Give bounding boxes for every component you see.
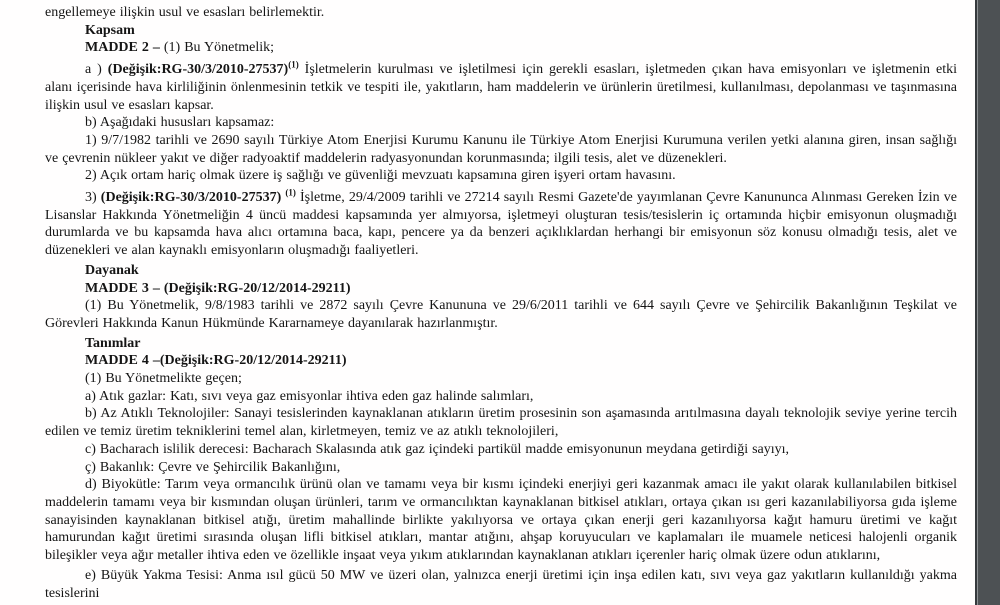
paragraph xyxy=(45,441,957,459)
section-heading xyxy=(45,335,957,353)
paragraph xyxy=(45,370,957,388)
paragraph xyxy=(45,189,957,260)
text-segment: İşletmelerin kurulması ve işletilmesi için gerekli esasları, işletmeden çıkan hava emisyonları ve işletmenin etki alanı içerisinde hava kirliliğinin önlenmesinin tetkik ve tespiti ile, yakıtların, ham maddelerin ve ürünlerin üretilmesi, kullanılması, depolanması ve taşınmasına ilişkin usul ve esasları kapsar. xyxy=(45,62,957,113)
text-segment: (Değişik:RG-30/3/2010-27537) xyxy=(100,190,286,206)
text-segment: engellemeye ilişkin usul ve esasları belirlemektir. xyxy=(45,5,325,20)
text-segment: Kapsam xyxy=(85,22,135,38)
viewer-scrollbar-track[interactable] xyxy=(975,0,1000,605)
text-segment: Dayanak xyxy=(85,262,139,278)
paragraph xyxy=(45,352,957,370)
text-segment: (1) Bu Yönetmelikte geçen; xyxy=(85,371,242,387)
text-segment: b) Az Atıklı Teknolojiler: Sanayi tesislerinden kaynaklanan atıkların üretim prosesinin son aşamasında arıtılmasına dayalı teknolojik seviye yerine tercih edilen ve temiz üretim tekniklerini temel alan, kirletmeyen, temiz ve az atıklı teknolojileri, xyxy=(45,406,957,440)
text-segment: MADDE 3 – (Değişik:RG-20/12/2014-29211) xyxy=(85,280,351,296)
paragraph xyxy=(45,132,957,167)
text-segment: MADDE 2 – xyxy=(85,40,164,56)
paragraph xyxy=(45,114,957,132)
text-segment: ç) Bakanlık: Çevre ve Şehircilik Bakanlığını, xyxy=(85,459,341,475)
footnote-reference: (1) xyxy=(288,59,299,70)
text-segment: İşletme, 29/4/2009 tarihli ve 27214 sayılı Resmi Gazete'de yayımlanan Çevre Kanununca Alınması Gereken İzin ve Lisanslar Hakkında Yönetmeliğin 4 üncü maddesi kapsamında yer almıyorsa, işletmeyi oluşturan tesis/tesislerin iç ortamında hiçbir emisyonun oluşmadığı durumlarda ve bu kapsamda hava alıcı ortamına baca, kapı, pencere ya da benzeri açıklıklardan herhangi bir emisyonun söz konusu olmadığı tesis, alet ve düzenekleri ve alan kaynaklı emisyonların oluşmadığı faaliyetleri. xyxy=(45,190,957,259)
text-segment: b) Aşağıdaki hususları kapsamaz: xyxy=(85,115,275,131)
paragraph xyxy=(45,280,957,298)
section-heading xyxy=(45,22,957,40)
paragraph xyxy=(45,4,957,22)
text-segment: d) Biyokütle: Tarım veya ormancılık ürünü olan ve tamamı veya bir kısmı içindeki enerjiyi geri kazanmak amacı ile yakıt olarak kullanılabilen bitkisel maddelerin tamamı veya bir kısmından oluşan ürünleri, tarım ve ormancılıktan kaynaklanan bitkisel atıkları, ortaya çıkan ısı geri kazanılabiliyorsa gıda işleme sanayisinden kaynaklanan bitkisel atığı, üretim mahallinde birlikte yakılıyorsa ve ortaya çıkan enerji geri kazanılıyorsa kağıt hamuru üretimi ve kağıt hamurundan kağıt üretimi sırasında oluşan lifli bitkisel atıkları, mantar atığını, ahşap koruyucuları ve kaplamaları ile muamele neticesi halojenli organik bileşikler veya ağır metaller ihtiva eden ve özellikle inşaat veya yıkım atıklarından kaynaklanan atıkları içerenler hariç olmak üzere odun atıklarını, xyxy=(45,477,957,564)
text-segment: e) Büyük Yakma Tesisi: Anma ısıl gücü 50 MW ve üzeri olan, yalnızca enerji üretimi için inşa edilen katı, sıvı veya gaz yakıtların kullanıldığı yakma tesislerini xyxy=(45,567,957,601)
text-segment: 1) 9/7/1982 tarihli ve 2690 sayılı Türkiye Atom Enerjisi Kurumu Kanunu ile Türkiye Atom Enerjisi Kurumuna verilen yetki alanına giren, insan sağlığı ve çevrenin nükleer yakıt ve diğer radyoaktif maddelerin radyasyonundan korunmasında; ilgili tesis, alet ve düzenekleri. xyxy=(45,132,957,166)
footnote-reference: (1) xyxy=(285,187,296,198)
paragraph xyxy=(45,459,957,477)
paragraph xyxy=(45,388,957,406)
paragraph xyxy=(45,167,957,185)
paragraph xyxy=(45,405,957,440)
text-segment: a) Atık gazlar: Katı, sıvı veya gaz emisyonlar ihtiva eden gaz halinde salımları, xyxy=(85,388,534,404)
paragraph xyxy=(45,39,957,57)
text-segment: (1) Bu Yönetmelik, 9/8/1983 tarihli ve 2872 sayılı Çevre Kanununa ve 29/6/2011 tarihli ve 644 sayılı Çevre ve Şehircilik Bakanlığının Teşkilat ve Görevleri Hakkında Kanun Hükmünde Kararnameye dayanılarak hazırlanmıştır. xyxy=(45,298,957,331)
paragraph xyxy=(45,61,957,114)
paragraph xyxy=(45,297,957,332)
text-segment: a ) xyxy=(85,62,108,78)
section-heading xyxy=(45,262,957,280)
paragraph xyxy=(45,476,957,565)
text-segment: c) Bacharach islilik derecesi: Bacharach Skalasında atık gaz içindeki partikül madde emisyonunun meydana getirdiği sayıyı, xyxy=(85,441,790,457)
text-segment: (Değişik:RG-30/3/2010-27537) xyxy=(107,62,289,78)
text-segment: (1) Bu Yönetmelik; xyxy=(163,40,275,56)
text-segment: 3) xyxy=(85,190,101,206)
text-segment: Tanımlar xyxy=(85,335,141,351)
paragraph xyxy=(45,567,957,602)
text-segment: MADDE 4 –(Değişik:RG-20/12/2014-29211) xyxy=(85,353,347,369)
text-segment: 2) Açık ortam hariç olmak üzere iş sağlığı ve güvenliği mevzuatı kapsamına giren işyeri ortam havasını. xyxy=(85,168,676,184)
